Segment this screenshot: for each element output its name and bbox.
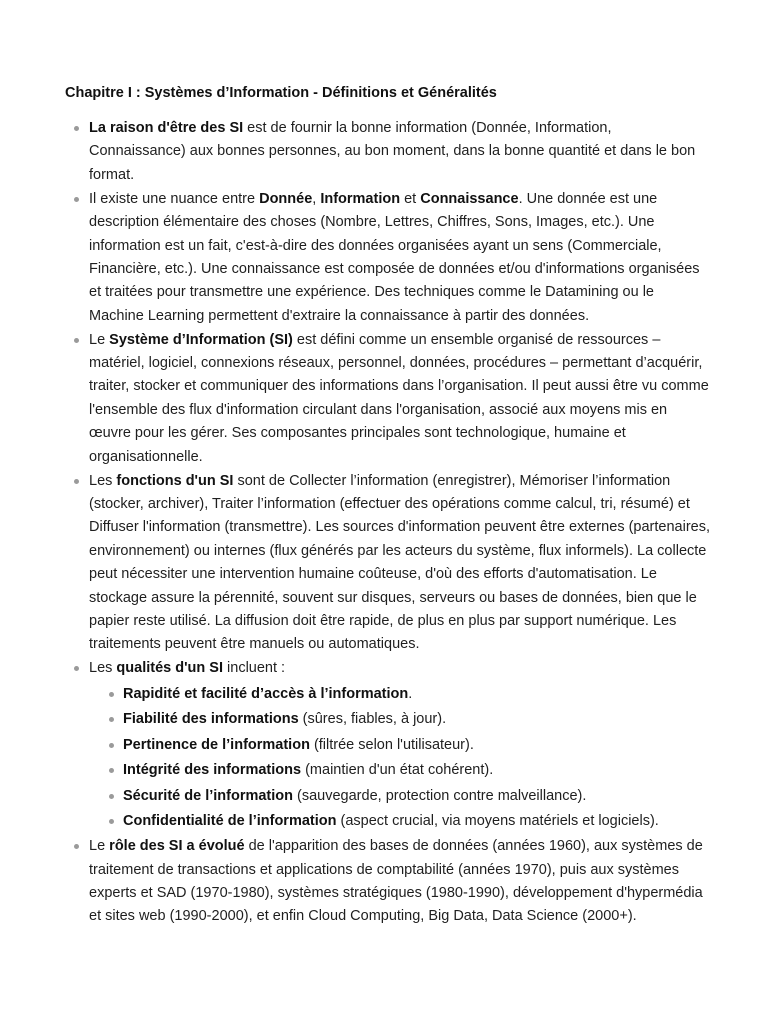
- bold-term: Système d’Information (SI): [109, 331, 293, 348]
- item-text: Le: [89, 331, 110, 348]
- bold-term: Information: [320, 190, 401, 207]
- bold-term: Sécurité de l’information: [123, 787, 293, 804]
- item-text: (filtrée selon l'utilisateur).: [309, 736, 474, 753]
- bold-term: Rapidité et facilité d’accès à l’information: [123, 685, 409, 702]
- bold-term: qualités d'un SI: [116, 660, 223, 677]
- item-text: incluent :: [223, 660, 286, 677]
- sub-list-item: [89, 733, 712, 759]
- bold-term: rôle des SI a évolué: [109, 838, 245, 855]
- chapter-title: Chapitre I : Systèmes d’Information - Définitions et Généralités: [65, 85, 497, 101]
- sub-list-item: [89, 784, 712, 810]
- item-text: . Une donnée est une description élémentaire des choses (Nombre, Lettres, Chiffres, Sons, Images, etc.). Une information est un fait, c'est-à-dire des données organisées ayant un sens (Commerciale, Financière, etc.). Une connaissance est composée de données et/ou d'informations organisées et traitées pour transmettre une expérience. Des techniques comme le Datamining ou le Machine Learning permettent d'extraire la connaissance à partir des données.: [89, 190, 700, 324]
- item-text: (aspect crucial, via moyens matériels et logiciels).: [336, 813, 659, 830]
- list-item-fonctions: [64, 470, 712, 657]
- item-text: .: [408, 685, 413, 702]
- sub-list-item: [89, 758, 712, 784]
- bold-term: Pertinence de l’information: [123, 736, 310, 753]
- bold-term: Confidentialité de l’information: [123, 813, 337, 830]
- item-text: est de fournir la bonne information (Donnée, Information, Connaissance) aux bonnes personnes, au bon moment, dans la bonne quantité et dans le bon format.: [89, 120, 696, 183]
- item-text: Il existe une nuance entre: [89, 190, 260, 207]
- list-item-evolution: [64, 835, 712, 929]
- item-text: (sûres, fiables, à jour).: [298, 711, 447, 728]
- sub-list-item: [89, 809, 712, 835]
- item-text: Les: [89, 472, 117, 489]
- list-item-definition-si: [64, 329, 712, 469]
- list-item-nuance: [64, 188, 712, 328]
- item-text: (maintien d'un état cohérent).: [301, 762, 494, 779]
- sub-list-item: [89, 707, 712, 733]
- item-text: ,: [312, 190, 321, 207]
- item-text: (sauvegarde, protection contre malveillance).: [293, 787, 587, 804]
- bold-term: Connaissance: [420, 190, 519, 207]
- list-item-qualites: [64, 657, 712, 834]
- main-bullet-list: [64, 117, 712, 929]
- list-item-raison-detre: [64, 117, 712, 187]
- bold-term: fonctions d'un SI: [116, 472, 234, 489]
- item-text: est défini comme un ensemble organisé de ressources – matériel, logiciel, connexions réseaux, personnel, données, procédures – permettant d’acquérir, traiter, stocker et communiquer des informations dans l’organisation. Il peut aussi être vu comme l'ensemble des flux d'information circulant dans l'organisation, associé aux moyens mis en œuvre pour les gérer. Ses composantes principales sont technologique, humaine et organisationnelle.: [89, 331, 709, 465]
- item-text: de l'apparition des bases de données (années 1960), aux systèmes de traitement de transactions et applications de comptabilité (années 1970), puis aux systèmes experts et SAD (1970-1980), systèmes stratégiques (1980-1990), développement d'hypermédia et sites web (1990-2000), et enfin Cloud Computing, Big Data, Data Science (2000+).: [89, 838, 703, 925]
- bold-term: Fiabilité des informations: [123, 711, 299, 728]
- bold-term: Intégrité des informations: [123, 762, 302, 779]
- item-text: sont de Collecter l’information (enregistrer), Mémoriser l’information (stocker, archiver), Traiter l’information (effectuer des opérations comme calcul, tri, résumé) et Diffuser l'information (transmettre). Les sources d'information peuvent être externes (partenaires, environnement) ou internes (flux générés par les acteurs du système, flux informels). La collecte peut nécessiter une intervention humaine coûteuse, d'où des efforts d'automatisation. Le stockage assure la pérennité, souvent sur disques, serveurs ou bases de données, bien que le papier reste utilisé. La diffusion doit être rapide, de plus en plus par support numérique. Les traitements peuvent être manuels ou automatiques.: [89, 472, 710, 653]
- item-text: Le: [89, 838, 110, 855]
- bold-term: La raison d'être des SI: [89, 120, 244, 136]
- sub-list-item: [89, 682, 712, 708]
- item-text: et: [400, 190, 421, 207]
- bold-term: Donnée: [259, 190, 313, 207]
- item-text: Les: [89, 660, 117, 677]
- qualites-sub-list: [89, 682, 712, 835]
